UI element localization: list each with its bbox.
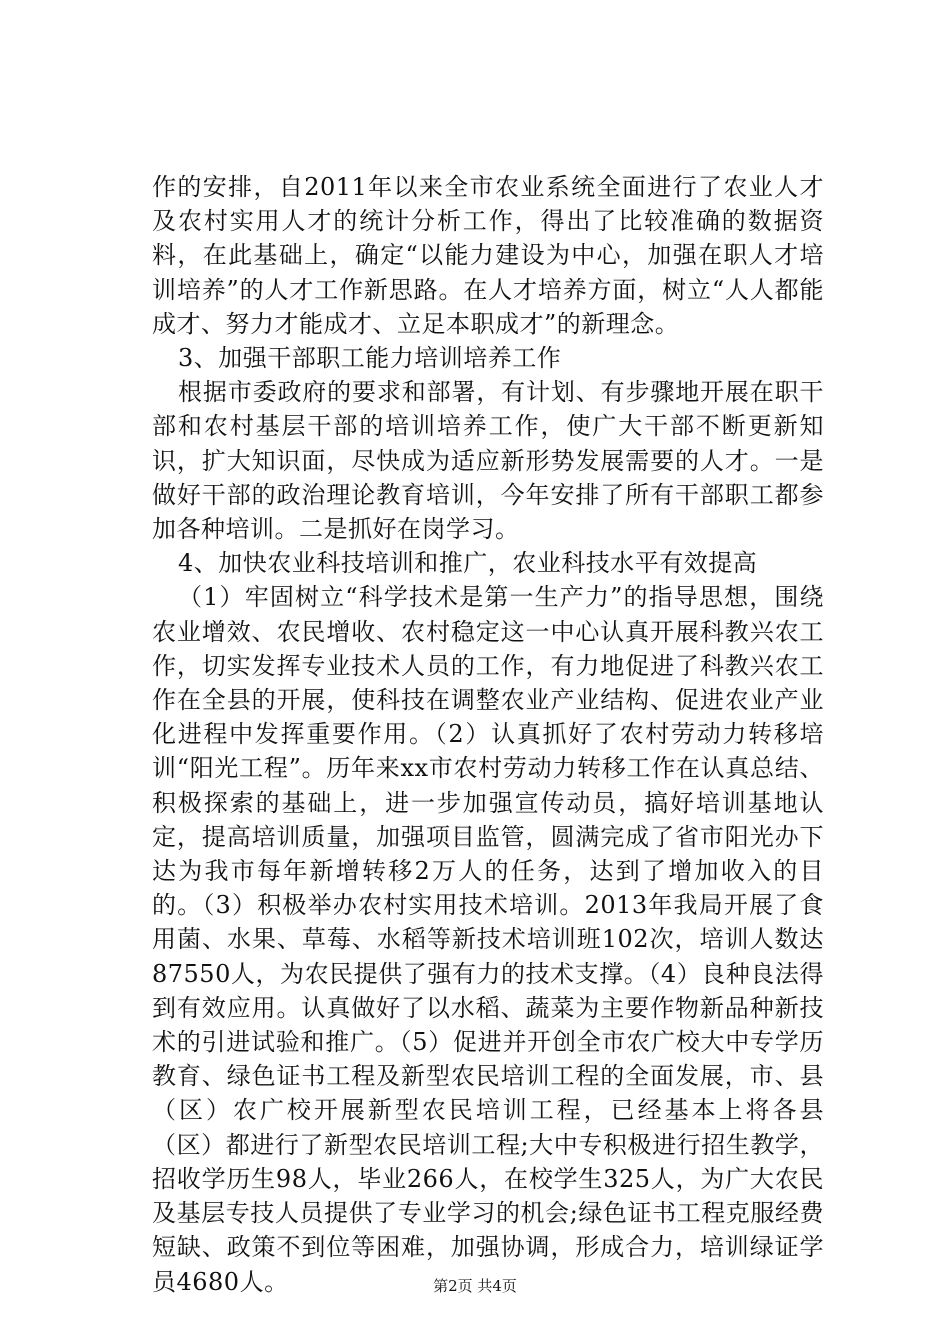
document-body <box>152 170 824 1299</box>
page-footer: 第2页 共4页 <box>433 1277 517 1295</box>
paragraph-talent-work-continuation: 作的安排，自2011年以来全市农业系统全面进行了农业人才及农村实用人才的统计分析工作，得出了比较准确的数据资料，在此基础上，确定“以能力建设为中心，加强在职人才培训培养”的人才工作新思路。在人才培养方面，树立“人人都能成才、努力才能成才、立足本职成才”的新理念。 <box>152 173 824 338</box>
paragraph-cadre-training: 根据市委政府的要求和部署，有计划、有步骤地开展在职干部和农村基层干部的培训培养工作，使广大干部不断更新知识，扩大知识面，尽快成为适应新形势发展需要的人才。一是做好干部的政治理论教育培训，今年安排了所有干部职工都参加各种培训。二是抓好在岗学习。 <box>152 378 824 544</box>
section-heading-agri-tech-training: 4、加快农业科技培训和推广，农业科技水平有效提高 <box>178 549 758 578</box>
paragraph-agri-tech-training: （1）牢固树立“科学技术是第一生产力”的指导思想，围绕农业增效、农民增收、农村稳定这一中心认真开展科教兴农工作，切实发挥专业技术人员的工作，有力地促进了科教兴农工作在全县的开展，使科技在调整农业产业结构、促进农业产业化进程中发挥重要作用。（2）认真抓好了农村劳动力转移培训“阳光工程”。历年来xx市农村劳动力转移工作在认真总结、积极探索的基础上，进一步加强宣传动员，搞好培训基地认定，提高培训质量，加强项目监管，圆满完成了省市阳光办下达为我市每年新增转移2万人的任务，达到了增加收入的目的。（3）积极举办农村实用技术培训。2013年我局开展了食用菌、水果、草莓、水稻等新技术培训班102次，培训人数达87550人，为农民提供了强有力的技术支撑。（4）良种良法得到有效应用。认真做好了以水稻、蔬菜为主要作物新品种新技术的引进试验和推广。（5）促进并开创全市农广校大中专学历教育、绿色证书工程及新型农民培训工程的全面发展，市、县（区）农广校开展新型农民培训工程，已经基本上将各县（区）都进行了新型农民培训工程;大中专积极进行招生教学，招收学历生98人，毕业266人，在校学生325人，为广大农民及基层专技人员提供了专业学习的机会;绿色证书工程克服经费短缺、政策不到位等困难，加强协调，形成合力，培训绿证学员4680人。 <box>152 583 824 1296</box>
section-heading-cadre-training: 3、加强干部职工能力培训培养工作 <box>178 344 562 373</box>
